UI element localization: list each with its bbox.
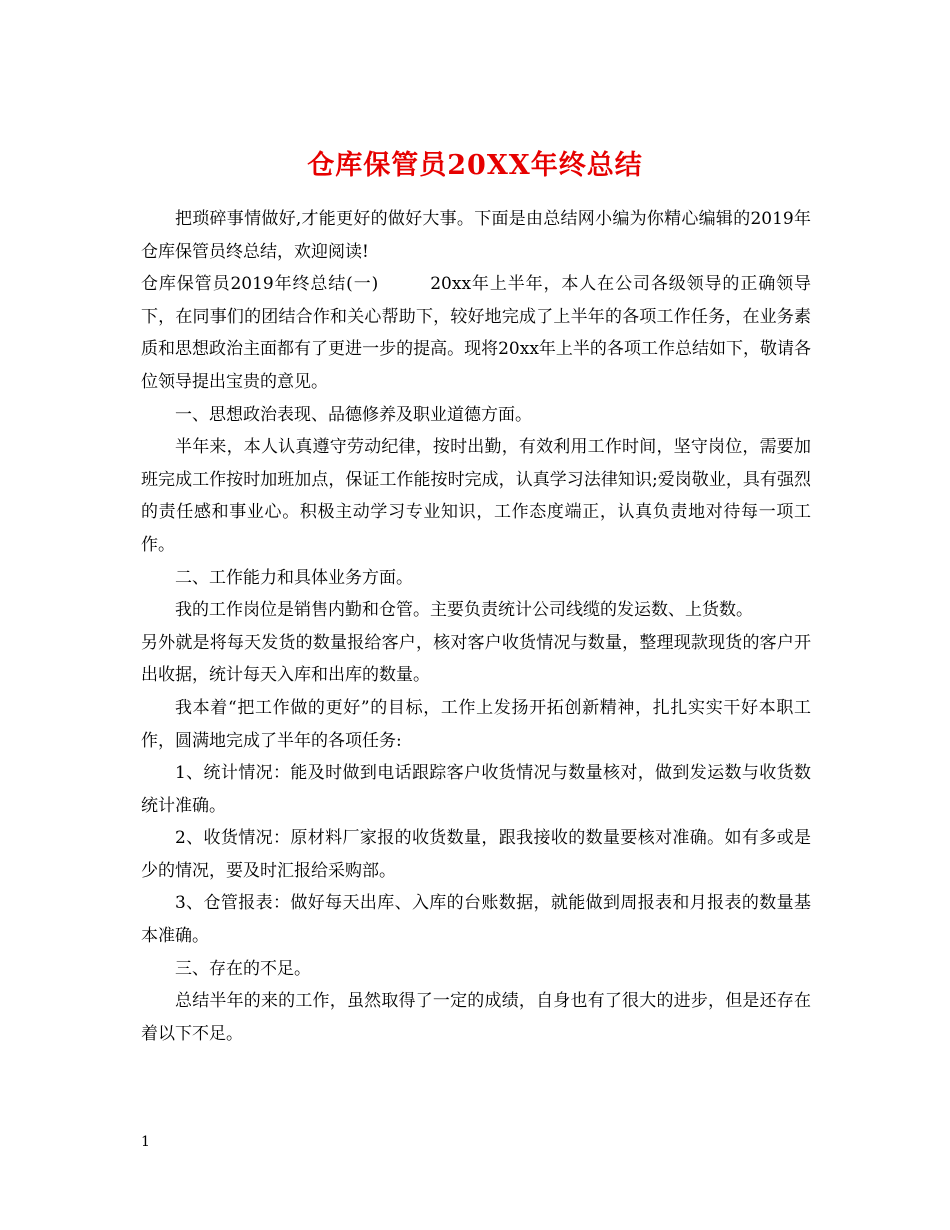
intro-paragraph: 把琐碎事情做好,才能更好的做好大事。下面是由总结网小编为你精心编辑的2019年仓库保管员终总结，欢迎阅读!: [141, 209, 811, 262]
body-paragraph: 二、工作能力和具体业务方面。: [175, 567, 413, 588]
body-paragraph: 半年来，本人认真遵守劳动纪律，按时出勤，有效利用工作时间，坚守岗位，需要加班完成工作按时加班加点，保证工作能按时完成，认真学习法律知识;爱岗敬业，具有强烈的责任感和事业心。积极主动学习专业知识，工作态度端正，认真负责地对待每一项工作。: [141, 437, 811, 555]
body-paragraph: 另外就是将每天发货的数量报给客户，核对客户收货情况与数量，整理现款现货的客户开出收据，统计每天入库和出库的数量。: [141, 632, 811, 686]
opening-text: 20xx年上半年，本人在公司各级领导的正确领导下，在同事们的团结合作和关心帮助下，较好地完成了上半年的各项工作任务，在业务素质和思想政治主面都有了更进一步的提高。现将20xx年上半的各项工作总结如下，敬请各位领导提出宝贵的意见。: [141, 274, 811, 392]
body-paragraph: 三、存在的不足。: [175, 958, 311, 979]
document-title: 仓库保管员20XX年终总结: [307, 150, 643, 182]
body-paragraph: 一、思想政治表现、品德修养及职业道德方面。: [175, 404, 532, 425]
body-paragraph: 我的工作岗位是销售内勤和仓管。主要负责统计公司线缆的发运数、上货数。: [175, 600, 753, 621]
document-body: [141, 203, 811, 1050]
page-number: 1: [141, 1134, 150, 1150]
section-heading: 仓库保管员2019年终总结(一): [141, 274, 379, 295]
body-paragraph: 我本着“把工作做的更好”的目标，工作上发扬开拓创新精神，扎扎实实干好本职工作，圆满地完成了半年的各项任务:: [141, 697, 811, 751]
body-paragraph: 3、仓管报表：做好每天出库、入库的台账数据，就能做到周报表和月报表的数量基本准确。: [141, 893, 811, 947]
body-paragraph: 2、收货情况：原材料厂家报的收货数量，跟我接收的数量要核对准确。如有多或是少的情况，要及时汇报给采购部。: [141, 828, 811, 881]
section-opening-paragraph: [141, 268, 811, 398]
body-paragraph: 1、统计情况：能及时做到电话跟踪客户收货情况与数量核对，做到发运数与收货数统计准确。: [141, 763, 811, 816]
body-paragraph: 总结半年的来的工作，虽然取得了一定的成绩，自身也有了很大的进步，但是还存在着以下不足。: [141, 991, 811, 1044]
